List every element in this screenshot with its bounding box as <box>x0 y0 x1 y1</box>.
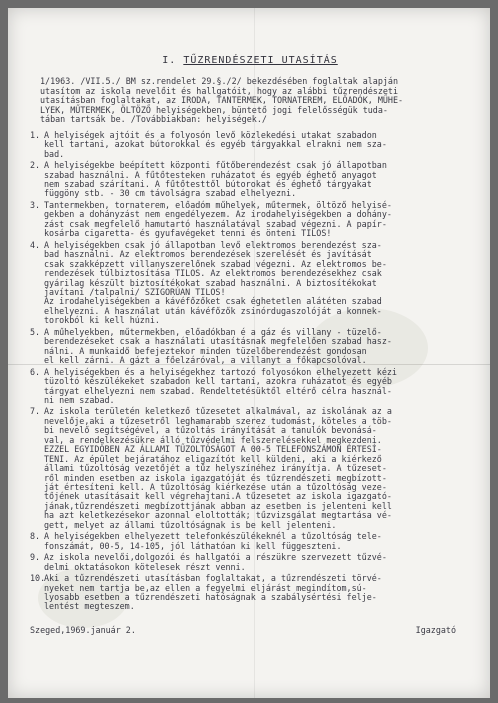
item-number: 2. <box>30 160 41 171</box>
item-number: 4. <box>30 239 41 250</box>
title-main: TŰZRENDÉSZETI UTASÍTÁS <box>183 55 338 66</box>
item-number: 1. <box>30 129 41 140</box>
item-number: 7. <box>30 406 41 417</box>
place-date: Szeged,1969.január 2. <box>30 624 136 635</box>
item-text: Tantermekben, tornaterem, előadóm műhelyek, műtermek, öltöző helyisé- gekben a dohányzást nem engedélyezem. Az irodahelyiségekben a dohány- zást csak megfelelő hamutartó használatával szabad végezni. A papír- kosárba cigaretta- és gyufavégeket tenni és önteni TILOS! <box>44 199 392 239</box>
list-item <box>30 407 470 530</box>
item-text: A helyiségekben és a helyiségekhez tartozó folyosókon elhelyezett kézi tüzoltó készülékeket szabadon kell tartani, azokra ruházatot és egyéb tárgyat elhelyezni nem szabad. Rendeltetésüktől eltérő célra használ- ni nem szabad. <box>44 366 397 405</box>
item-text: A műhelyekben, műtermekben, előadókban é a gáz és villany - tüzelő- berendezéseket csak a használati utasításnak megfelelően szabad hasz- nálni. A munkaidő befejeztekor minden tüzelőberendezést gondosan el kell zárni. A gázt a főelzáróval, a villanyt a főkapcsolóval. <box>44 326 392 366</box>
document-page <box>8 8 490 698</box>
list-item <box>30 131 470 159</box>
item-text: A helyiségekben csak jó állapotban levő elektromos berendezést sza- bad használni. Az elektromos berendezések szerelését és javítását csak szakképzett villanyszerelőnek szabad végezni. Az elektromos be- rendezések túlbiztosítása TILOS. Az elektromos berendezésekhez csak gyárilag készült biztosítékokat szabad használni. A biztosítékokat javítani /talpalni/ SZIGORÚAN TILOS! Az irodahelyiségekben a kávéfőzőket csak éghetetlen alátéten szabad elhelyezni. A használat után kávéfőzők zsinórdugaszolóját a konnek- torokból ki kell húzni. <box>44 239 387 326</box>
item-number: 10. <box>30 573 46 584</box>
list-item <box>30 574 470 612</box>
list-item <box>30 532 470 551</box>
list-item <box>30 241 470 326</box>
list-item <box>30 328 470 366</box>
list-item <box>30 201 470 239</box>
list-item <box>30 368 470 406</box>
title-prefix: I. <box>162 55 177 66</box>
document-footer <box>30 626 470 635</box>
intro-paragraph: 1/1963. /VII.5./ BM sz.rendelet 29.§./2/ bekezdésében foglaltak alapján utasítom az iskola nevelőit és hallgatóit, hogy az alábbi tűzrendészeti utasításban foglaltakat, az IRODA, TANTERMEK, TORNATEREM, ELŐADÓK, MŰHE- LYEK, MŰTERMEK, ÖLTÖZŐ helyiségekben, büntető jogi felelősségük tuda- tában tartsák be. /Továbbiakban: helyiségek./ <box>40 76 404 125</box>
item-text: A helyiségek ajtóit és a folyosón levő közlekedési utakat szabadon kell tartani, azokat bútorokkal és egyéb tárgyakkal elrakni nem sza- bad. <box>44 129 387 159</box>
item-text: A helyiségekbe beépített központi fűtőberendezést csak jó állapotban szabad használni. A fűtőtesteken ruházatot és egyéb éghető anyagot nem szabad szárítani. A fűtőtesttől bútorokat és éghető tárgyakat függöny stb. - 30 cm távolságra szabad elhelyezni. <box>44 160 387 199</box>
item-text: Az iskola területén keletkező tűzesetet alkalmával, az iskolának az a nevelője,aki a tűzesetről leghamarabb szerez tudomást, köteles a töb- bi nevelő segítségével, a tűzoltás irányítását a tanulók bevonásá- val, a rendelkezésükre álló tűzvédelmi felszerelésekkel megkezdeni. EZZEL EGYIDŐBEN AZ ÁLLAMI TŰZOLTÓSÁGOT A 00-5 TELEFONSZÁMON ÉRTESÍ- TENI. Az épület bejáratához eligazítót kell küldeni, aki a kiérkező állami tűzoltóság vezetőjét a tűz helyszínéhez irányítja. A tűzeset- ről minden esetben az iskola igazgatóját és tűzrendészeti megbízott- ját értesíteni kell. A tűzoltóság kiérkezése után a tűzoltóság veze- tőjének utasításait kell végrehajtani.A tűzesetet az iskola igazgató- jának,tűzrendészeti megbízottjának abban az esetben is jelenteni kell ha azt keletkezésekor azonnal eloltották; tűzvizsgálat megtartása vé- gett, melyet az állami tűzoltóságnak is be kell jelenteni. <box>44 406 392 530</box>
item-text: Aki a tűzrendészeti utasításban foglaltakat, a tűzrendészeti törvé- nyeket nem tartja be,az ellen a fegyelmi eljárást megindítom,sú- lyosabb esetben a tűzrendészeti hatóságnak a szabálysértési felje- lentést megteszem. <box>44 573 382 612</box>
document-title <box>30 56 470 65</box>
item-number: 8. <box>30 531 41 542</box>
item-number: 9. <box>30 552 41 563</box>
rules-list <box>30 131 470 612</box>
item-number: 3. <box>30 199 41 210</box>
item-text: A helyiségekben elhelyezett telefonkészülékeknél a tűzoltóság tele- fonszámát, 00-5, 14-105, jól láthatóan ki kell függeszteni. <box>44 531 382 551</box>
item-text: Az iskola nevelői,dolgozói és hallgatói a részükre szervezett tűzvé- delmi oktatásokon kötelesek részt venni. <box>44 552 387 572</box>
item-number: 6. <box>30 366 41 377</box>
list-item <box>30 161 470 199</box>
document-content <box>30 56 470 635</box>
signature-title: Igazgató <box>415 624 456 635</box>
list-item <box>30 553 470 572</box>
item-number: 5. <box>30 326 41 337</box>
